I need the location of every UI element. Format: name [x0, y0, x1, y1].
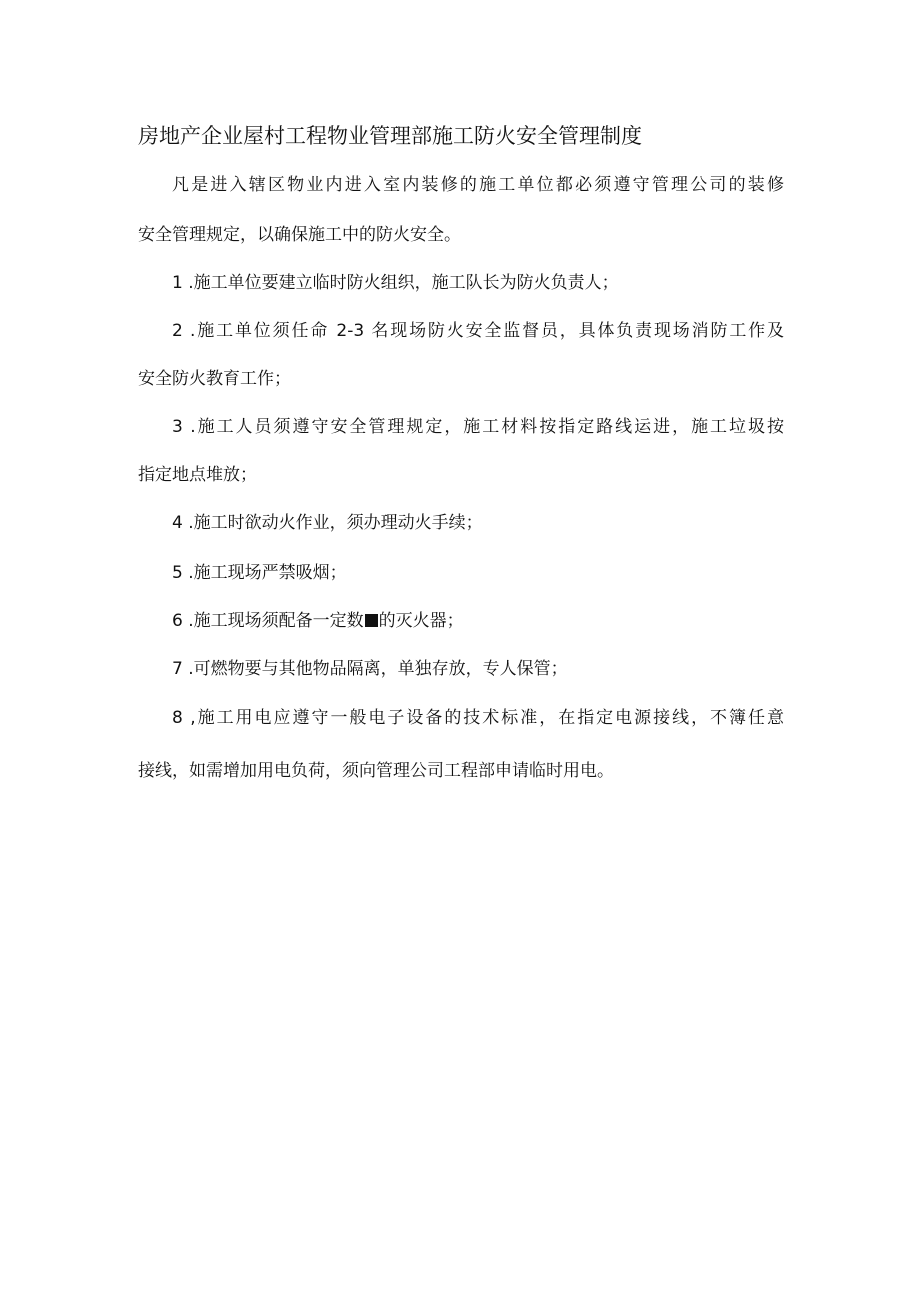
list-item-6-text-before: 6 .施工现场须配备一定数	[172, 611, 364, 631]
intro-line-2: 安全管理规定，以确保施工中的防火安全。	[138, 225, 461, 245]
list-item-4: 4 .施工时欲动火作业，须办理动火手续；	[172, 513, 483, 533]
intro-line-1: 凡是进入辖区物业内进入室内装修的施工单位都必须遵守管理公司的装修	[172, 175, 784, 195]
list-item-2-line-1: 2 .施工单位须任命 2-3 名现场防火安全监督员，具体负责现场消防工作及	[172, 321, 784, 341]
list-item-6	[172, 608, 464, 634]
list-item-7: 7 .可燃物要与其他物品隔离，单独存放，专人保管；	[172, 659, 568, 679]
list-item-2-line-2: 安全防火教育工作；	[138, 369, 291, 389]
list-item-3-line-1: 3 .施工人员须遵守安全管理规定，施工材料按指定路线运进，施工垃圾按	[172, 417, 784, 437]
list-item-6-text-after: 的灭火器；	[378, 611, 464, 631]
list-item-8-line-2: 接线，如需增加用电负荷，须向管理公司工程部申请临时用电。	[138, 761, 614, 781]
missing-glyph-box-icon	[365, 614, 378, 627]
list-item-5: 5 .施工现场严禁吸烟；	[172, 563, 347, 583]
list-item-8-line-1: 8 ,施工用电应遵守一般电子设备的技术标准，在指定电源接线，不簿任意	[172, 708, 784, 728]
document-title: 房地产企业屋村工程物业管理部施工防火安全管理制度	[138, 124, 642, 148]
list-item-3-line-2: 指定地点堆放；	[138, 465, 257, 485]
list-item-1: 1 .施工单位要建立临时防火组织，施工队长为防火负责人；	[172, 273, 619, 293]
